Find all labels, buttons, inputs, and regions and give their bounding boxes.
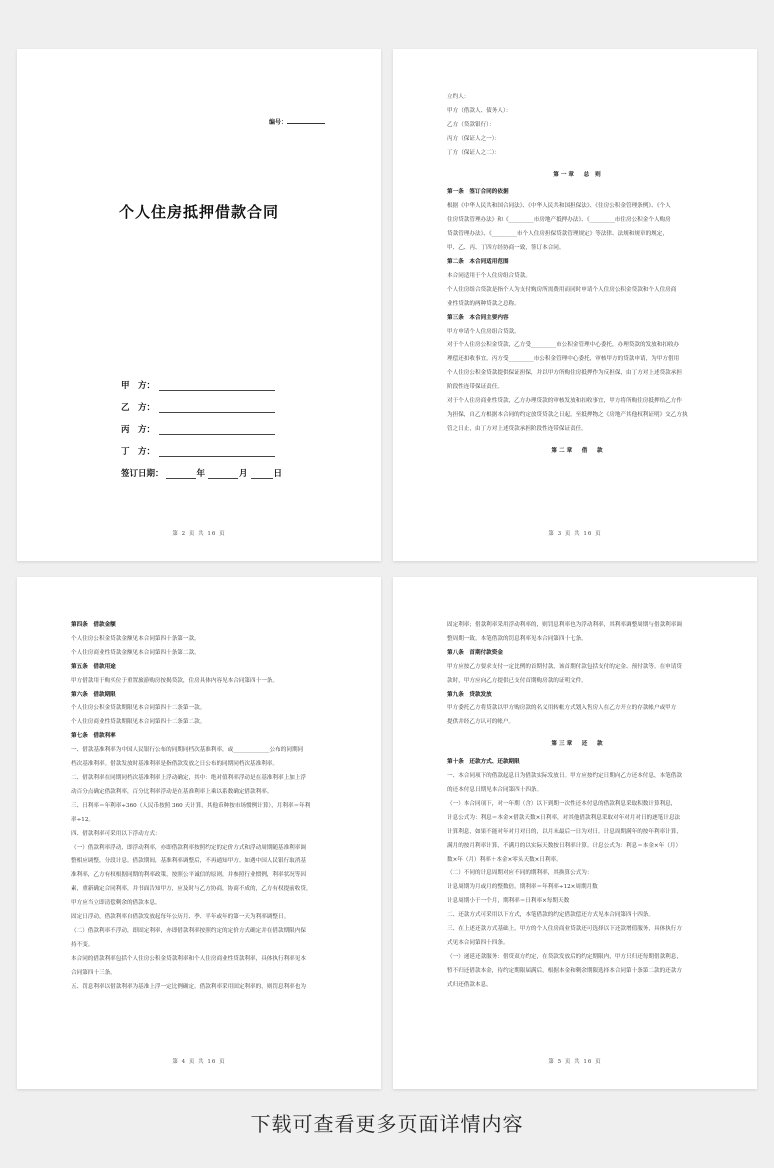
text-line: 档次基准利率。借款发放时基准利率是指借款发放之日公布的同期同档次基准利率。: [71, 761, 278, 768]
text-line: 计息周期为月或月的整数倍，期利率＝年利率÷12×周期月数: [447, 884, 598, 891]
text-line: 一、借款基准利率为中国人民银行公布的同期同档次基准利率，或_____________公布的同期同: [71, 747, 304, 754]
page-number: 第 2 页 共 16 页: [172, 531, 226, 537]
article-heading: 第七条 借款利率: [71, 733, 116, 740]
text-line: 整相应调整，分段计息。借款期间，基准利率调整后，不再通知甲方。如遇中国人民银行取消基: [71, 858, 306, 865]
article-heading: 第二条 本合同适用范围: [447, 258, 509, 265]
text-line: 计息周期小于一个月，期利率＝日利率×每期天数: [447, 898, 570, 905]
article-heading: 第六条 借款期限: [71, 691, 116, 698]
text-line: 计息公式为：利息＝本金×借款天数×日利率，对其他借款利息采取对年对月对日的逐笔计息法: [447, 814, 681, 821]
page-number: 第 4 页 共 16 页: [172, 1059, 226, 1065]
text-line: 贷款管理办法》、《_________市个人住房担保贷款管理规定》等法律、法规和规章的规定，: [447, 231, 668, 238]
text-line: （二）借款利率不浮动，即固定利率，亦即借款利率按照约定的定价方式确定并在借款期限内保: [71, 927, 306, 934]
text-line: 丙方（保证人之一）：: [447, 135, 501, 142]
text-line: 二、借款利率在同期同档次基准利率上浮动确定，其中：绝对值利率浮动是在基准利率上加上浮: [71, 774, 306, 781]
page-body: [447, 619, 709, 993]
text-line: 个人住房公积金贷款提供保证担保，并以甲方所购住房抵押作为反担保，由丁方对上述贷款承担: [447, 370, 682, 377]
text-line: 理偿还扣收事宜，丙方受_________市公积金管理中心委托，审核甲方的贷款申请，为甲方借用: [447, 356, 680, 363]
text-line: 式见本合同第四十四条。: [447, 939, 509, 946]
text-line: 个人住房组合贷款是指个人为支付购房所需费用而同时申请个人住房公积金贷款和个人住房商: [447, 286, 677, 293]
chapter-heading: 第一章 总 则: [553, 171, 603, 178]
article-heading: 第五条 借款用途: [71, 663, 116, 670]
contract-page-3: [393, 49, 757, 561]
chapter-heading: 第三章 还 款: [551, 741, 605, 748]
text-line: 款时，甲方应向乙方提供已支付首期购房款的证明文件。: [447, 677, 587, 684]
text-line: 甲方（借款人、债务人）：: [447, 107, 512, 114]
party-c-field: 丙 方：: [121, 423, 275, 435]
text-line: 个人住房公积金贷款期限见本合同第四十二条第一款。: [71, 705, 206, 712]
text-line: 根据《中华人民共和国合同法》、《中华人民共和国担保法》、《住房公积金管理条例》、《个人: [447, 203, 671, 210]
text-line: 一、本合同项下的借款起息日为借款实际发放日。甲方应按约定日期向乙方还本付息，本笔借款: [447, 773, 682, 780]
text-line: 甲、乙、丙、丁四方经协商一致，签订本合同。: [447, 245, 565, 252]
text-line: 丁方（保证人之二）：: [447, 149, 501, 156]
article-heading: 第一条 签订合同的依据: [447, 189, 509, 196]
text-line: 动百分点确定借款利率，百分比利率浮动是在基准利率上乘以系数确定借款利率。: [71, 788, 273, 795]
text-line: 三、日利率＝年利率÷360（人民币按照 360 天计算，其他币种按市场惯例计算），月利率＝年利: [71, 802, 311, 809]
page-number: 第 5 页 共 16 页: [548, 1059, 602, 1065]
text-line: 甲方委托乙方将贷款以甲方购房款的名义用转帐方式划入售房人在乙方开立的存款帐户或甲方: [447, 705, 677, 712]
sign-date-field: 签订日期： 年 月 日: [121, 469, 283, 479]
text-line: 计算利息，如果不能对年对月对日的，以月末最后一日为对日。计息周期满年的按年利率计算，: [447, 828, 682, 835]
text-line: 满月的按月利率计算，不满月的以实际天数按日利率计算。计息公式为：利息＝本金×年（月）: [447, 842, 682, 849]
text-line: 业性贷款的两种贷款之总称。: [447, 300, 520, 307]
text-line: 数×年（月）利率＋本金×零头天数×日利率。: [447, 856, 562, 863]
text-line: （一）借款利率浮动，即浮动利率，亦即借款利率按照约定的定价方式和浮动周期随基准利率调: [71, 844, 306, 851]
text-line: 本合同适用于个人住房组合贷款。: [447, 272, 531, 279]
text-line: 乙方（贷款银行）：: [447, 121, 495, 128]
page-number: 第 3 页 共 16 页: [548, 531, 602, 537]
text-line: 本合同的借款利率包括个人住房公积金贷款利率和个人住房商业性贷款利率，具体执行利率见本: [71, 955, 306, 962]
text-line: 暂不归还借款本金，待约定期限届满后，根据本金和剩余期限选择本合同第十条第二款的还款方: [447, 967, 682, 974]
text-line: 对于个人住房商业性贷款，乙方办理贷款的审核发放和扣收事宜，甲方将所购住房抵押给乙方作: [447, 398, 682, 405]
chapter-heading: 第二章 借 款: [551, 447, 605, 454]
text-line: 率÷12。: [71, 816, 94, 823]
text-line: 准利率，乙方有权根据同期的利率政策，按照公平诚信的原则，并参照行业惯例，利率状况等因: [71, 872, 306, 879]
text-line: 四、借款利率可采用以下浮动方式：: [71, 830, 161, 837]
party-a-field: 甲 方：: [121, 379, 275, 391]
page-body: [71, 619, 333, 994]
article-heading: 第九条 贷款发放: [447, 691, 492, 698]
cover-page: [17, 49, 381, 561]
article-heading: 第三条 本合同主要内容: [447, 314, 509, 321]
text-line: 固定日浮动，借款利率自借款发放起每年公历月、季、半年或年的第一天为利率调整日。: [71, 914, 290, 921]
text-line: 整周期一致。本笔借款的罚息利率见本合同第四十七条。: [447, 635, 587, 642]
text-line: 合同第四十三条。: [71, 969, 116, 976]
text-line: 二、还款方式可采用以下方式，本笔借款的约定借款偿还方式见本合同第四十四条。: [447, 912, 654, 919]
text-line: 提供并经乙方认可的帐户。: [447, 719, 515, 726]
text-line: 式归还借款本息。: [447, 981, 492, 988]
text-line: 五、罚息利率以借款利率为基准上浮一定比例确定。借款利率采用固定利率的，则罚息利率也为: [71, 983, 306, 990]
article-heading: 第八条 首期付款资金: [447, 649, 503, 656]
text-line: 甲方借款用于购买位于重置旅游购房按揭贷款，住房具体内容见本合同第四十一条。: [71, 677, 278, 684]
article-heading: 第四条 借款金额: [71, 622, 116, 628]
page-body: [447, 91, 709, 463]
text-line: 住房贷款管理办法》和《_________市房地产抵押办法》、《_________市住房公积金个人购房: [447, 217, 671, 224]
text-line: 甲方应当立即清偿剩余的借款本息。: [71, 900, 161, 907]
text-line: （二）不同的计息周期对应不同的期利率，其换算公式为：: [447, 870, 593, 877]
text-line: 个人住房商业性贷款金额见本合同第四十条第二款。: [71, 649, 200, 656]
text-line: 为担保，自乙方根据本合同的约定放贷贷款之日起，至抵押物之《房地产其他权利证明》交乙方执: [447, 411, 688, 418]
text-line: 素，重新确定合同利率，并书面告知甲方，应及时与乙方协商，协商不成的，乙方有权提前收贷，: [71, 886, 312, 893]
text-line: 阶段性连带保证责任。: [447, 384, 503, 391]
text-line: （一）递延还款服务：借贷双方约定，在贷款发放后的约定期限内，甲方只归还每期借款利息，: [447, 953, 682, 960]
text-line: 个人住房商业性贷款期限见本合同第四十二条第二款。: [71, 719, 206, 726]
party-b-field: 乙 方：: [121, 401, 275, 413]
party-d-field: 丁 方：: [121, 445, 275, 457]
text-line: （一）本合同项下，对一年期（含）以下到期一次性还本付息的借款利息采取积数计算利息，: [447, 800, 677, 807]
contract-page-4: [17, 577, 381, 1089]
contract-page-5: [393, 577, 757, 1089]
text-line: 的还本付息日期见本合同第四十四条。: [447, 786, 543, 793]
text-line: 甲方应按乙方要求支付一定比例的首期付款，该首期付款包括支付的定金、预付款等。在申请贷: [447, 663, 682, 670]
download-caption: 下载可查看更多页面详情内容: [250, 1112, 524, 1136]
text-line: 个人住房公积金贷款金额见本合同第四十条第一款。: [71, 635, 200, 642]
text-line: 持不变。: [71, 941, 94, 948]
contract-title: 个人住房抵押借款合同: [118, 203, 279, 221]
text-line: 管之日止，由丁方对上述贷款承担阶段性连带保证责任。: [447, 425, 587, 432]
contract-number: 编号：: [269, 117, 325, 126]
text-line: 固定利率；借款利率采用浮动利率的，则罚息利率也为浮动利率，其利率调整周期与借款利率调: [447, 622, 682, 628]
text-line: 立约人：: [447, 94, 470, 100]
article-heading: 第十条 还款方式、还款期限: [447, 759, 520, 766]
text-line: 对于个人住房公积金贷款，乙方受_________市公积金管理中心委托，办理贷款的发放和扣收办: [447, 342, 680, 349]
text-line: 三、在上述还款方式基础上，甲方的个人住房商业贷款还可选择以下还款增值服务，具体执行方: [447, 926, 682, 933]
text-line: 甲方申请个人住房组合贷款。: [447, 328, 520, 335]
